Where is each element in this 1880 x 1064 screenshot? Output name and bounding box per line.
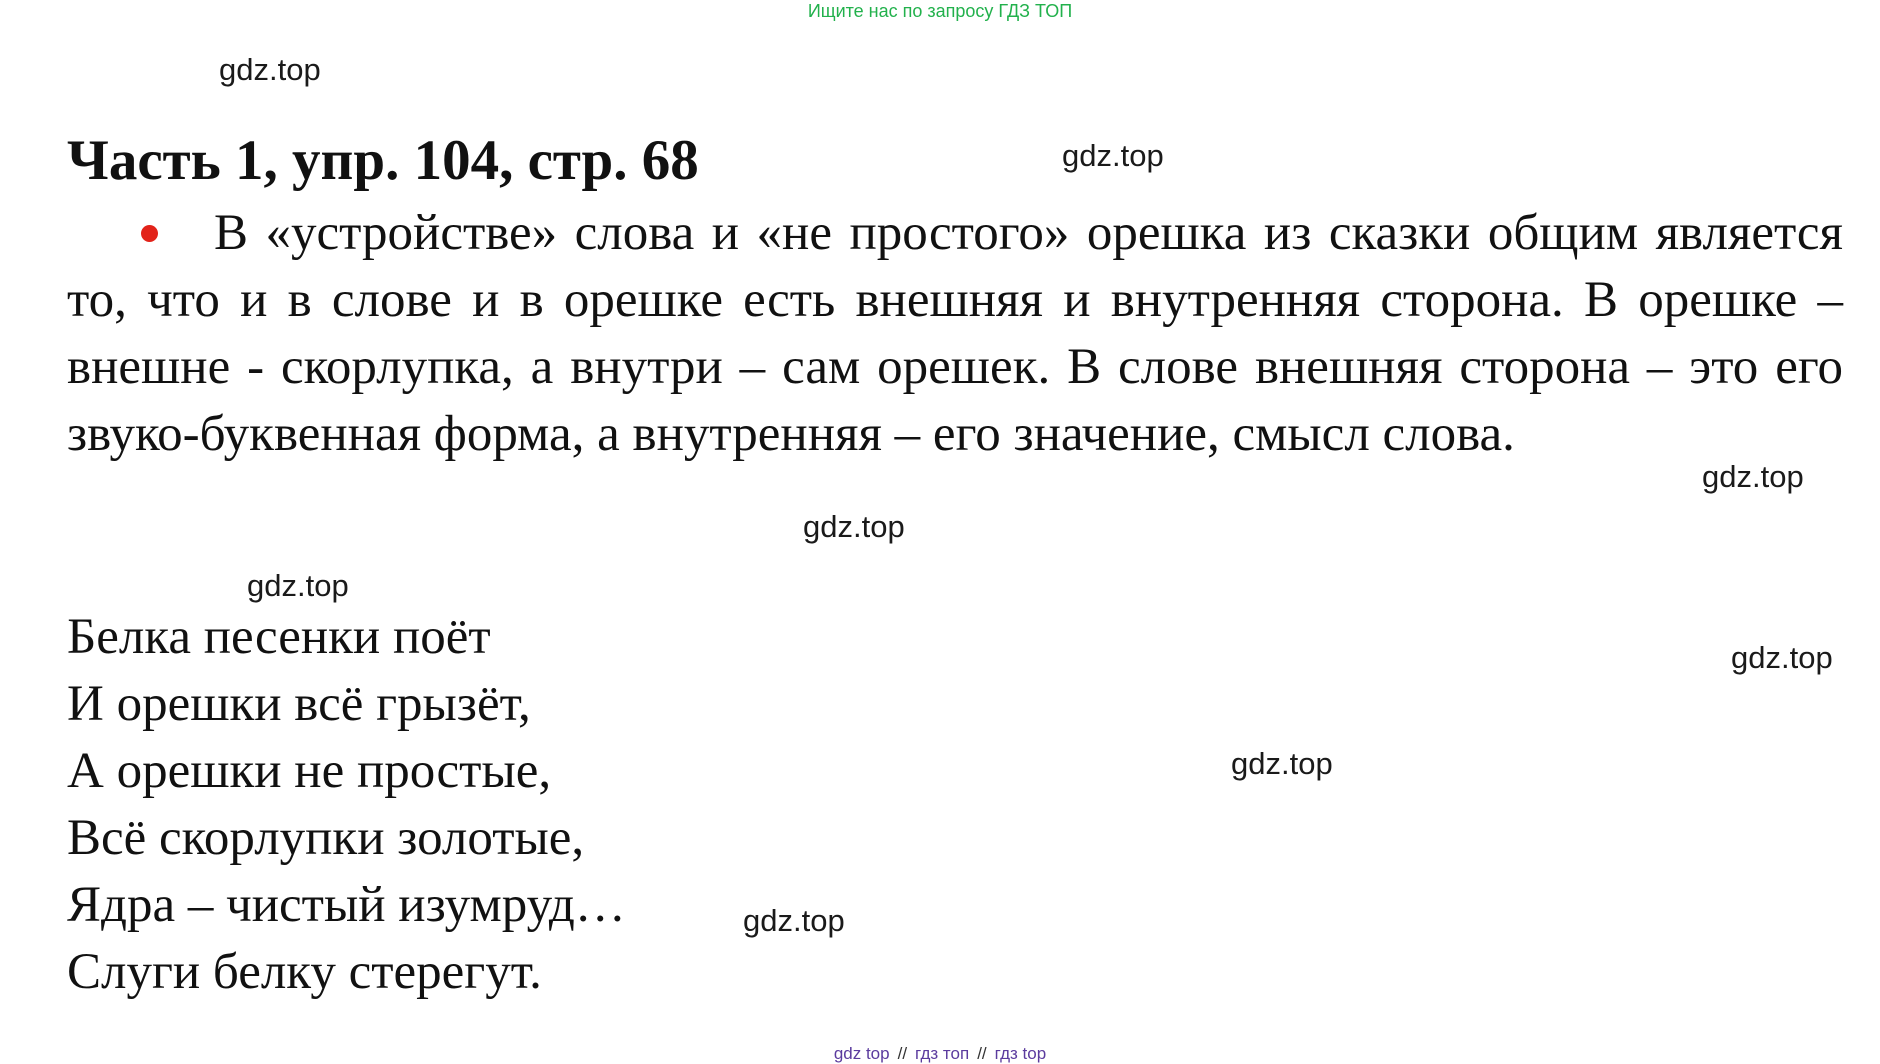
top-banner: Ищите нас по запросу ГДЗ ТОП — [807, 1, 1073, 21]
watermark: gdz.top — [219, 52, 321, 87]
footer-separator: // — [977, 1044, 987, 1063]
bullet-icon — [141, 225, 158, 242]
poem-line: И орешки всё грызёт, — [67, 676, 531, 732]
page-title: Часть 1, упр. 104, стр. 68 — [67, 129, 699, 192]
watermark: gdz.top — [1731, 640, 1833, 675]
footer-separator: // — [897, 1044, 908, 1063]
watermark: gdz.top — [1062, 138, 1164, 173]
watermark: gdz.top — [1702, 459, 1804, 494]
footer-link-gdz-top[interactable]: gdz top — [833, 1044, 890, 1063]
footer-link-gdz-top-mixed[interactable]: гдз top — [994, 1044, 1047, 1063]
poem-line: Белка песенки поёт — [67, 609, 491, 665]
watermark: gdz.top — [1231, 746, 1333, 781]
watermark: gdz.top — [247, 568, 349, 603]
poem-line: Всё скорлупки золотые, — [67, 810, 585, 866]
poem-line: Ядра – чистый изумруд… — [67, 877, 626, 933]
watermark: gdz.top — [803, 509, 905, 544]
answer-paragraph — [67, 200, 1843, 468]
footer-link-gdz-top-ru[interactable]: гдз топ — [915, 1044, 970, 1063]
footer-links — [0, 1044, 1880, 1064]
poem-line: Слуги белку стерегут. — [67, 944, 542, 1000]
watermark: gdz.top — [743, 903, 845, 938]
answer-text: В «устройстве» слова и «не простого» орешка из сказки общим является то, что и в слове и в орешке есть внешняя и внутренняя сторона. В орешке – внешне - скорлупка, а внутри – сам орешек. В слове внешняя сторона – это его звуко-буквенная форма, а внутренняя – его значение, смысл слова. — [67, 205, 1843, 462]
poem — [67, 604, 626, 1006]
poem-line: А орешки не простые, — [67, 743, 552, 799]
